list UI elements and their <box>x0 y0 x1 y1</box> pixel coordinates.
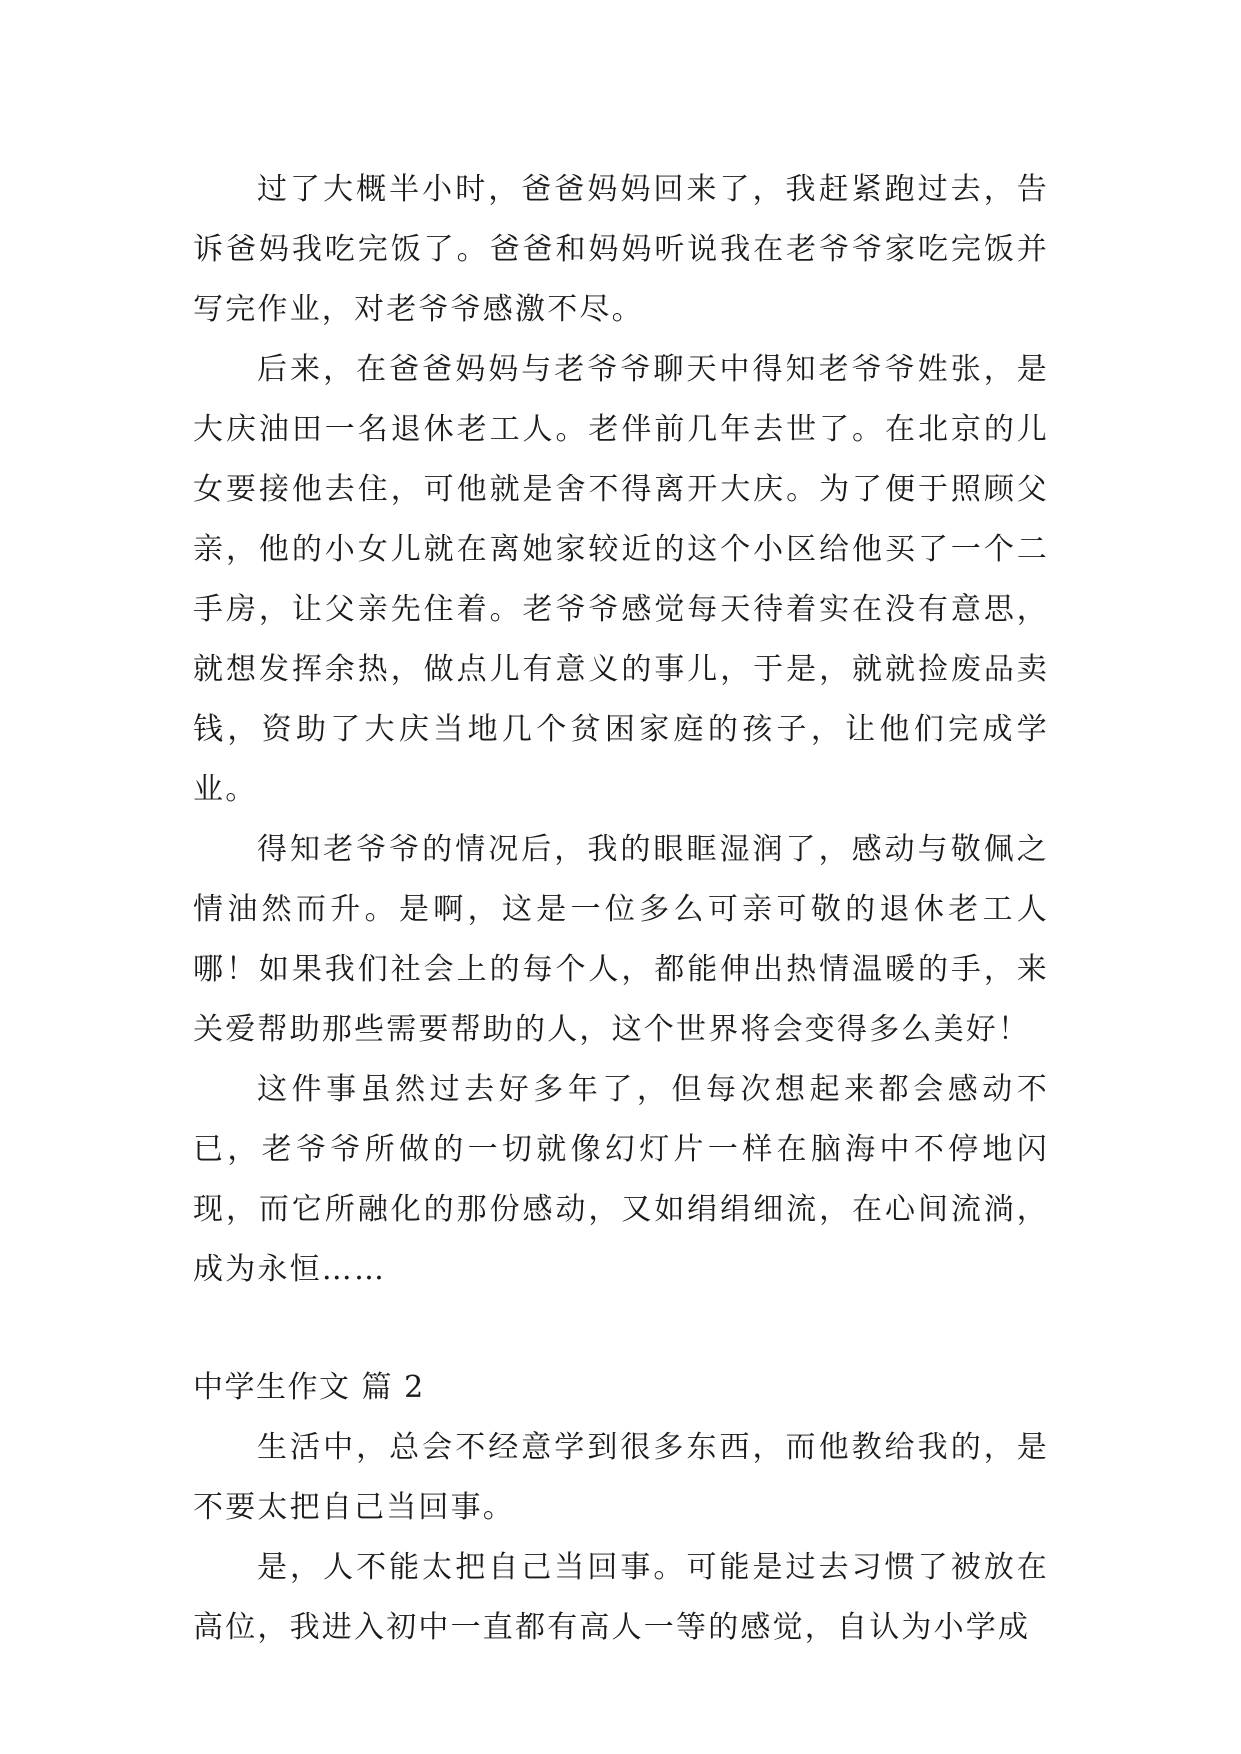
paragraph: 过了大概半小时，爸爸妈妈回来了，我赶紧跑过去，告诉爸妈我吃完饭了。爸爸和妈妈听说我在老爷爷家吃完饭并写完作业，对老爷爷感激不尽。 <box>193 172 1049 327</box>
paragraph: 生活中，总会不经意学到很多东西，而他教给我的，是不要太把自己当回事。 <box>193 1430 1049 1525</box>
section-title: 中学生作文 篇 2 <box>193 1370 425 1405</box>
paragraph: 后来，在爸爸妈妈与老爷爷聊天中得知老爷爷姓张，是大庆油田一名退休老工人。老伴前几年去世了。在北京的儿女要接他去住，可他就是舍不得离开大庆。为了便于照顾父亲，他的小女儿就在离她家较近的这个小区给他买了一个二手房，让父亲先住着。老爷爷感觉每天待着实在没有意思，就想发挥余热，做点儿有意义的事儿，于是，就就捡废品卖钱，资助了大庆当地几个贫困家庭的孩子，让他们完成学业。 <box>193 352 1049 807</box>
paragraph: 是，人不能太把自己当回事。可能是过去习惯了被放在高位，我进入初中一直都有高人一等的感觉，自认为小学成 <box>193 1550 1049 1645</box>
paragraph: 这件事虽然过去好多年了，但每次想起来都会感动不已，老爷爷所做的一切就像幻灯片一样在脑海中不停地闪现，而它所融化的那份感动，又如绢绢细流，在心间流淌，成为永恒…… <box>193 1072 1049 1287</box>
paragraph: 得知老爷爷的情况后，我的眼眶湿润了，感动与敬佩之情油然而升。是啊，这是一位多么可亲可敬的退休老工人哪！如果我们社会上的每个人，都能伸出热情温暖的手，来关爱帮助那些需要帮助的人，这个世界将会变得多么美好！ <box>193 832 1049 1047</box>
document-body <box>193 160 1049 1658</box>
